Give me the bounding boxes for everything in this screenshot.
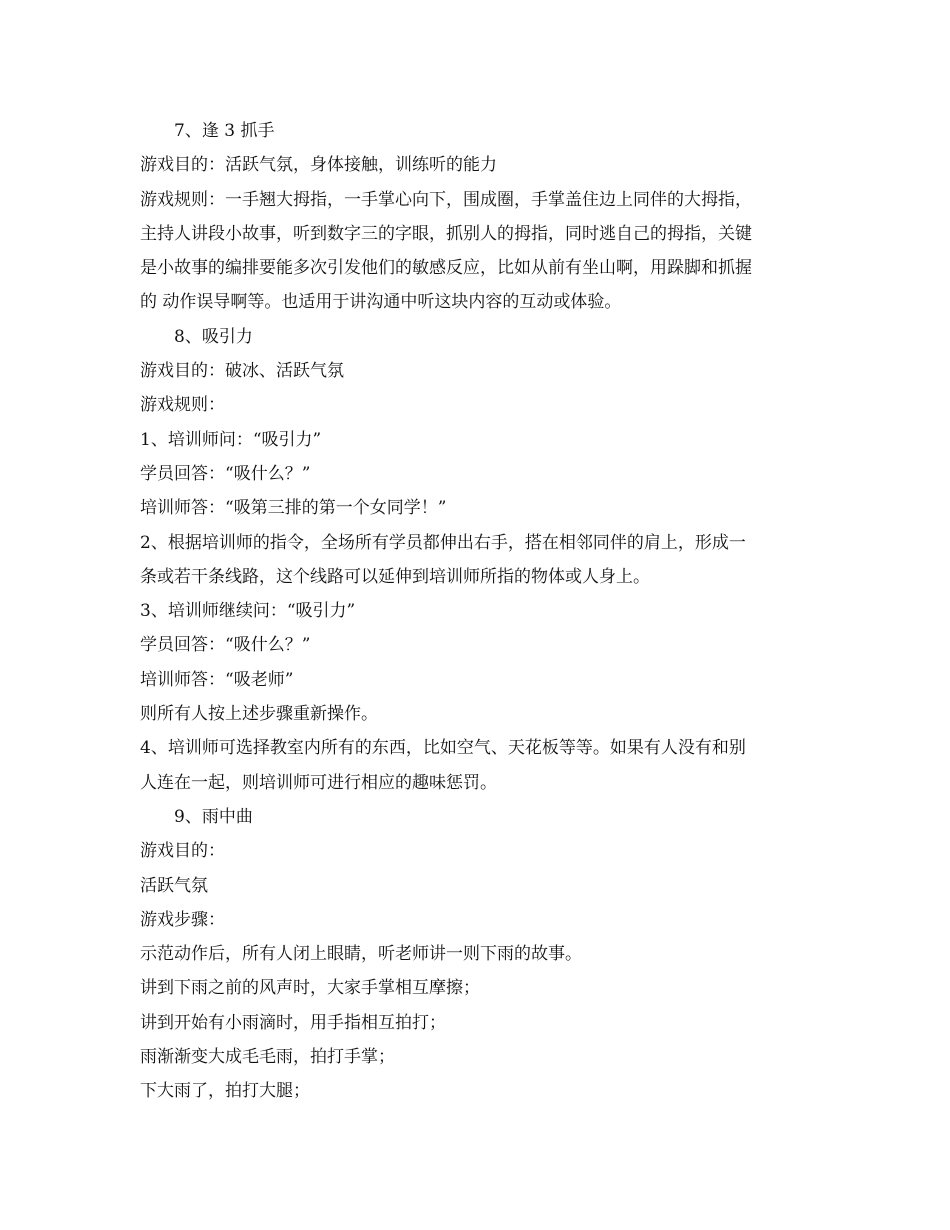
paragraph-line: 游戏目的： — [140, 841, 225, 862]
paragraph-line: 是小故事的编排要能多次引发他们的敏感反应，比如从前有坐山啊，用跺脚和抓握 — [140, 258, 752, 279]
paragraph-line: 游戏规则： — [140, 395, 225, 416]
paragraph-line: 学员回答：“吸什么？” — [140, 463, 311, 484]
paragraph-line: 游戏规则：一手翘大拇指，一手掌心向下，围成圈，手掌盖住边上同伴的大拇指， — [140, 189, 752, 210]
paragraph-line: 雨渐渐变大成毛毛雨，拍打手掌； — [140, 1047, 395, 1068]
paragraph-line: 主持人讲段小故事，听到数字三的字眼，抓别人的拇指，同时逃自己的拇指，关键 — [140, 223, 752, 244]
paragraph-line: 条或若干条线路，这个线路可以延伸到培训师所指的物体或人身上。 — [140, 566, 650, 587]
section-heading-8: 8、吸引力 — [174, 326, 253, 347]
paragraph-line: 人连在一起，则培训师可进行相应的趣味惩罚。 — [140, 772, 497, 793]
paragraph-line: 培训师答：“吸第三排的第一个女同学！” — [140, 498, 447, 519]
paragraph-line: 游戏目的：破冰、活跃气氛 — [140, 361, 344, 382]
paragraph-line: 1、培训师问：“吸引力” — [140, 429, 322, 450]
paragraph-line: 2、根据培训师的指令，全场所有学员都伸出右手，搭在相邻同伴的肩上，形成一 — [140, 532, 746, 553]
section-heading-9: 9、雨中曲 — [174, 806, 253, 827]
paragraph-line: 活跃气氛 — [140, 875, 208, 896]
paragraph-line: 学员回答：“吸什么？” — [140, 635, 311, 656]
paragraph-line: 示范动作后，所有人闭上眼睛，听老师讲一则下雨的故事。 — [140, 944, 582, 965]
paragraph-line: 3、培训师继续问：“吸引力” — [140, 601, 356, 622]
paragraph-line: 游戏步骤： — [140, 909, 225, 930]
paragraph-line: 4、培训师可选择教室内所有的东西，比如空气、天花板等等。如果有人没有和别 — [140, 738, 746, 759]
paragraph-line: 则所有人按上述步骤重新操作。 — [140, 704, 378, 725]
section-heading-7: 7、逢 3 抓手 — [174, 121, 275, 141]
paragraph-line: 下大雨了，拍打大腿； — [140, 1081, 310, 1102]
document-body — [140, 114, 820, 1109]
paragraph-line: 培训师答：“吸老师” — [140, 669, 294, 690]
paragraph-line: 游戏目的：活跃气氛，身体接触，训练听的能力 — [140, 155, 497, 176]
paragraph-line: 讲到下雨之前的风声时，大家手掌相互摩擦； — [140, 978, 480, 999]
paragraph-line: 的 动作误导啊等。也适用于讲沟通中听这块内容的互动或体验。 — [140, 292, 622, 313]
paragraph-line: 讲到开始有小雨滴时，用手指相互拍打； — [140, 1012, 446, 1033]
